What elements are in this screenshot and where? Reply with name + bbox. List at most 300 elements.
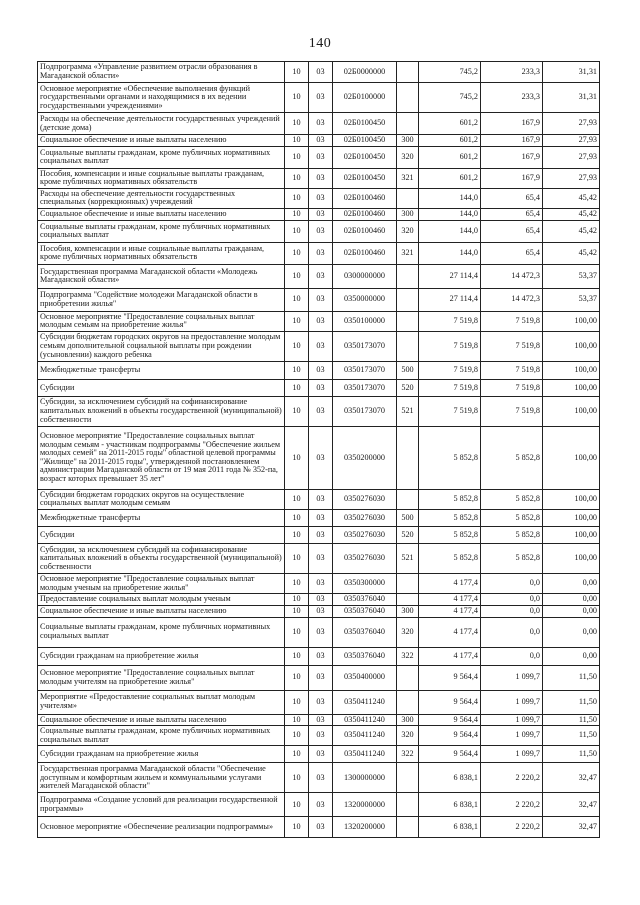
row-expense-type-code: 300: [397, 714, 419, 726]
row-subsection-code: 03: [309, 188, 333, 208]
table-row: [38, 379, 600, 396]
row-target-code: 0350173070: [333, 361, 397, 379]
row-executed-amount: 233,3: [481, 62, 543, 83]
row-name: Социальное обеспечение и иные выплаты населению: [38, 209, 285, 221]
row-subsection-code: 03: [309, 665, 333, 690]
row-subsection-code: 03: [309, 113, 333, 135]
row-executed-amount: 0,0: [481, 574, 543, 594]
row-planned-amount: 9 564,4: [419, 726, 481, 746]
row-expense-type-code: 520: [397, 379, 419, 396]
budget-execution-table: [37, 61, 600, 838]
row-name: Основное мероприятие "Предоставление социальных выплат молодым семьям - участникам подпрограммы "Обеспечение жильем молодых семей" на 2011-2015 годы" областной целевой программы "Жилище" на 2011-2015 годы", утвержденной постановлением администрации Магаданской области от 19 мая 2011 года № 352-па, возраст которых превышает 35 лет": [38, 426, 285, 489]
row-section-code: 10: [285, 62, 309, 83]
row-target-code: 02Б0000000: [333, 62, 397, 83]
table-row: [38, 209, 600, 221]
row-planned-amount: 601,2: [419, 168, 481, 188]
row-section-code: 10: [285, 690, 309, 714]
row-section-code: 10: [285, 617, 309, 647]
row-target-code: 0350376040: [333, 617, 397, 647]
table-row: [38, 188, 600, 208]
row-subsection-code: 03: [309, 361, 333, 379]
row-expense-type-code: [397, 574, 419, 594]
row-section-code: 10: [285, 331, 309, 361]
row-name: Межбюджетные трансферты: [38, 510, 285, 527]
row-subsection-code: 03: [309, 396, 333, 426]
row-executed-amount: 65,4: [481, 188, 543, 208]
row-planned-amount: 745,2: [419, 62, 481, 83]
row-planned-amount: 7 519,8: [419, 379, 481, 396]
row-execution-percent: 32,47: [543, 793, 600, 817]
page-number: 140: [308, 36, 332, 51]
row-section-code: 10: [285, 311, 309, 331]
table-row: [38, 288, 600, 311]
row-execution-percent: 45,42: [543, 242, 600, 264]
row-target-code: 0350376040: [333, 594, 397, 606]
table-row: [38, 426, 600, 489]
row-name: Расходы на обеспечение деятельности государственных учреждений (детские дома): [38, 113, 285, 135]
row-execution-percent: 100,00: [543, 544, 600, 574]
row-name: Пособия, компенсации и иные социальные выплаты гражданам, кроме публичных нормативных обязательств: [38, 168, 285, 188]
row-expense-type-code: 300: [397, 209, 419, 221]
row-executed-amount: 0,0: [481, 617, 543, 647]
row-section-code: 10: [285, 209, 309, 221]
row-execution-percent: 100,00: [543, 489, 600, 509]
row-planned-amount: 5 852,8: [419, 510, 481, 527]
row-name: Подпрограмма «Создание условий для реализации государственной программы»: [38, 793, 285, 817]
row-target-code: 02Б0100000: [333, 83, 397, 113]
row-target-code: 0350376040: [333, 647, 397, 665]
row-subsection-code: 03: [309, 135, 333, 147]
row-planned-amount: 9 564,4: [419, 746, 481, 763]
row-execution-percent: 0,00: [543, 647, 600, 665]
row-planned-amount: 4 177,4: [419, 617, 481, 647]
row-subsection-code: 03: [309, 489, 333, 509]
row-expense-type-code: 500: [397, 510, 419, 527]
row-expense-type-code: [397, 264, 419, 288]
row-name: Межбюджетные трансферты: [38, 361, 285, 379]
row-name: Социальные выплаты гражданам, кроме публичных нормативных социальных выплат: [38, 146, 285, 168]
row-execution-percent: 100,00: [543, 510, 600, 527]
row-expense-type-code: 521: [397, 544, 419, 574]
row-target-code: 02Б0100450: [333, 168, 397, 188]
row-execution-percent: 100,00: [543, 527, 600, 544]
table-row: [38, 146, 600, 168]
row-target-code: 1320200000: [333, 817, 397, 838]
row-execution-percent: 100,00: [543, 426, 600, 489]
row-name: Подпрограмма "Содействие молодежи Магаданской области в приобретении жилья": [38, 288, 285, 311]
row-subsection-code: 03: [309, 726, 333, 746]
row-section-code: 10: [285, 242, 309, 264]
row-planned-amount: 144,0: [419, 242, 481, 264]
row-execution-percent: 11,50: [543, 714, 600, 726]
row-name: Предоставление социальных выплат молодым ученым: [38, 594, 285, 606]
row-section-code: 10: [285, 83, 309, 113]
row-subsection-code: 03: [309, 168, 333, 188]
row-expense-type-code: 322: [397, 746, 419, 763]
row-name: Основное мероприятие «Обеспечение реализации подпрограммы»: [38, 817, 285, 838]
row-name: Мероприятие «Предоставление социальных выплат молодым учителям»: [38, 690, 285, 714]
row-name: Субсидии бюджетам городских округов на осуществление социальных выплат молодым семьям: [38, 489, 285, 509]
table-row: [38, 113, 600, 135]
row-executed-amount: 167,9: [481, 168, 543, 188]
row-section-code: 10: [285, 817, 309, 838]
table-row: [38, 220, 600, 242]
row-target-code: 02Б0100450: [333, 135, 397, 147]
row-subsection-code: 03: [309, 264, 333, 288]
row-executed-amount: 5 852,8: [481, 489, 543, 509]
row-target-code: 0350376040: [333, 605, 397, 617]
row-executed-amount: 65,4: [481, 209, 543, 221]
row-planned-amount: 601,2: [419, 113, 481, 135]
row-section-code: 10: [285, 726, 309, 746]
row-execution-percent: 100,00: [543, 396, 600, 426]
row-target-code: 0350411240: [333, 714, 397, 726]
row-section-code: 10: [285, 763, 309, 793]
row-executed-amount: 233,3: [481, 83, 543, 113]
row-execution-percent: 53,37: [543, 264, 600, 288]
row-expense-type-code: 300: [397, 135, 419, 147]
table-row: [38, 544, 600, 574]
row-subsection-code: 03: [309, 647, 333, 665]
row-subsection-code: 03: [309, 62, 333, 83]
row-section-code: 10: [285, 146, 309, 168]
row-executed-amount: 65,4: [481, 220, 543, 242]
row-name: Субсидии: [38, 527, 285, 544]
row-executed-amount: 5 852,8: [481, 527, 543, 544]
table-row: [38, 311, 600, 331]
row-target-code: 02Б0100450: [333, 113, 397, 135]
row-planned-amount: 7 519,8: [419, 311, 481, 331]
row-execution-percent: 100,00: [543, 311, 600, 331]
row-executed-amount: 7 519,8: [481, 396, 543, 426]
row-planned-amount: 9 564,4: [419, 714, 481, 726]
row-target-code: 0350400000: [333, 665, 397, 690]
row-executed-amount: 7 519,8: [481, 331, 543, 361]
row-section-code: 10: [285, 544, 309, 574]
row-target-code: 0350200000: [333, 426, 397, 489]
row-section-code: 10: [285, 135, 309, 147]
row-section-code: 10: [285, 379, 309, 396]
table-row: [38, 605, 600, 617]
row-planned-amount: 6 838,1: [419, 817, 481, 838]
row-execution-percent: 32,47: [543, 763, 600, 793]
row-planned-amount: 6 838,1: [419, 793, 481, 817]
row-section-code: 10: [285, 605, 309, 617]
table-row: [38, 242, 600, 264]
row-execution-percent: 0,00: [543, 605, 600, 617]
row-name: Основное мероприятие «Обеспечение выполнения функций государственными органами и находящимися в их ведении государственными учреждениями»: [38, 83, 285, 113]
row-executed-amount: 0,0: [481, 594, 543, 606]
row-name: Социальные выплаты гражданам, кроме публичных нормативных социальных выплат: [38, 617, 285, 647]
row-expense-type-code: [397, 331, 419, 361]
table-row: [38, 714, 600, 726]
row-execution-percent: 45,42: [543, 209, 600, 221]
row-name: Основное мероприятие "Предоставление социальных выплат молодым семьям на приобретение жилья": [38, 311, 285, 331]
row-execution-percent: 53,37: [543, 288, 600, 311]
row-name: Субсидии, за исключением субсидий на софинансирование капитальных вложений в объекты государственной (муниципальной) собственности: [38, 396, 285, 426]
row-section-code: 10: [285, 220, 309, 242]
row-executed-amount: 0,0: [481, 605, 543, 617]
row-planned-amount: 4 177,4: [419, 647, 481, 665]
row-executed-amount: 5 852,8: [481, 544, 543, 574]
row-section-code: 10: [285, 793, 309, 817]
row-planned-amount: 7 519,8: [419, 361, 481, 379]
row-subsection-code: 03: [309, 690, 333, 714]
row-executed-amount: 7 519,8: [481, 311, 543, 331]
row-subsection-code: 03: [309, 331, 333, 361]
row-planned-amount: 144,0: [419, 209, 481, 221]
row-name: Субсидии гражданам на приобретение жилья: [38, 746, 285, 763]
row-target-code: 0350173070: [333, 396, 397, 426]
table-row: [38, 135, 600, 147]
table-row: [38, 617, 600, 647]
row-subsection-code: 03: [309, 817, 333, 838]
row-section-code: 10: [285, 527, 309, 544]
row-subsection-code: 03: [309, 311, 333, 331]
row-executed-amount: 2 220,2: [481, 817, 543, 838]
row-target-code: 0350276030: [333, 527, 397, 544]
row-expense-type-code: [397, 690, 419, 714]
row-subsection-code: 03: [309, 605, 333, 617]
row-executed-amount: 0,0: [481, 647, 543, 665]
row-section-code: 10: [285, 746, 309, 763]
table-row: [38, 746, 600, 763]
row-subsection-code: 03: [309, 220, 333, 242]
row-name: Расходы на обеспечение деятельности государственных специальных (коррекционных) учреждений: [38, 188, 285, 208]
row-execution-percent: 0,00: [543, 574, 600, 594]
table-row: [38, 331, 600, 361]
row-target-code: 0350000000: [333, 288, 397, 311]
row-execution-percent: 100,00: [543, 361, 600, 379]
row-planned-amount: 745,2: [419, 83, 481, 113]
row-planned-amount: 4 177,4: [419, 594, 481, 606]
row-planned-amount: 144,0: [419, 188, 481, 208]
row-executed-amount: 5 852,8: [481, 426, 543, 489]
row-expense-type-code: [397, 793, 419, 817]
row-name: Социальные выплаты гражданам, кроме публичных нормативных социальных выплат: [38, 726, 285, 746]
row-name: Субсидии, за исключением субсидий на софинансирование капитальных вложений в объекты государственной (муниципальной) собственности: [38, 544, 285, 574]
row-executed-amount: 1 099,7: [481, 665, 543, 690]
row-expense-type-code: 521: [397, 396, 419, 426]
row-execution-percent: 32,47: [543, 817, 600, 838]
row-expense-type-code: [397, 489, 419, 509]
table-row: [38, 690, 600, 714]
row-executed-amount: 167,9: [481, 113, 543, 135]
row-section-code: 10: [285, 113, 309, 135]
row-subsection-code: 03: [309, 83, 333, 113]
row-subsection-code: 03: [309, 714, 333, 726]
row-name: Государственная программа Магаданской области "Обеспечение доступным и комфортным жильем и коммунальными услугами жителей Магаданской области": [38, 763, 285, 793]
row-section-code: 10: [285, 574, 309, 594]
table-row: [38, 62, 600, 83]
row-execution-percent: 0,00: [543, 617, 600, 647]
row-executed-amount: 1 099,7: [481, 714, 543, 726]
row-expense-type-code: 320: [397, 726, 419, 746]
row-name: Социальное обеспечение и иные выплаты населению: [38, 605, 285, 617]
row-execution-percent: 11,50: [543, 690, 600, 714]
table-row: [38, 817, 600, 838]
row-target-code: 0350411240: [333, 690, 397, 714]
row-execution-percent: 11,50: [543, 726, 600, 746]
row-target-code: 0300000000: [333, 264, 397, 288]
row-name: Подпрограмма «Управление развитием отрасли образования в Магаданской области»: [38, 62, 285, 83]
table-row: [38, 168, 600, 188]
row-name: Субсидии: [38, 379, 285, 396]
row-subsection-code: 03: [309, 574, 333, 594]
row-name: Субсидии гражданам на приобретение жилья: [38, 647, 285, 665]
row-target-code: 0350411240: [333, 746, 397, 763]
row-planned-amount: 5 852,8: [419, 544, 481, 574]
row-target-code: 0350173070: [333, 379, 397, 396]
row-name: Основное мероприятие "Предоставление социальных выплат молодым ученым на приобретение жилья": [38, 574, 285, 594]
row-name: Субсидии бюджетам городских округов на предоставление молодым семьям дополнительной социальной выплаты при рождении (усыновлении) каждого ребенка: [38, 331, 285, 361]
row-subsection-code: 03: [309, 544, 333, 574]
row-target-code: 1300000000: [333, 763, 397, 793]
row-target-code: 02Б0100450: [333, 146, 397, 168]
row-executed-amount: 167,9: [481, 146, 543, 168]
row-name: Основное мероприятие "Предоставление социальных выплат молодым учителям на приобретение жилья": [38, 665, 285, 690]
row-target-code: 0350411240: [333, 726, 397, 746]
row-section-code: 10: [285, 264, 309, 288]
row-target-code: 0350173070: [333, 331, 397, 361]
row-execution-percent: 11,50: [543, 665, 600, 690]
row-target-code: 0350276030: [333, 544, 397, 574]
row-section-code: 10: [285, 168, 309, 188]
table-row: [38, 594, 600, 606]
row-executed-amount: 2 220,2: [481, 793, 543, 817]
row-target-code: 0350276030: [333, 489, 397, 509]
row-executed-amount: 1 099,7: [481, 690, 543, 714]
row-expense-type-code: [397, 288, 419, 311]
table-row: [38, 793, 600, 817]
row-expense-type-code: 321: [397, 242, 419, 264]
row-target-code: 02Б0100460: [333, 220, 397, 242]
row-expense-type-code: [397, 817, 419, 838]
row-section-code: 10: [285, 426, 309, 489]
row-name: Пособия, компенсации и иные социальные выплаты гражданам, кроме публичных нормативных обязательств: [38, 242, 285, 264]
table-row: [38, 527, 600, 544]
row-planned-amount: 9 564,4: [419, 665, 481, 690]
table-row: [38, 361, 600, 379]
row-planned-amount: 7 519,8: [419, 331, 481, 361]
row-planned-amount: 5 852,8: [419, 426, 481, 489]
table-row: [38, 574, 600, 594]
table-row: [38, 83, 600, 113]
table-body: [38, 62, 600, 838]
row-subsection-code: 03: [309, 426, 333, 489]
row-expense-type-code: [397, 594, 419, 606]
row-planned-amount: 144,0: [419, 220, 481, 242]
row-planned-amount: 5 852,8: [419, 527, 481, 544]
row-target-code: 02Б0100460: [333, 188, 397, 208]
row-execution-percent: 31,31: [543, 62, 600, 83]
row-planned-amount: 601,2: [419, 146, 481, 168]
row-executed-amount: 14 472,3: [481, 264, 543, 288]
row-expense-type-code: [397, 188, 419, 208]
row-expense-type-code: 320: [397, 146, 419, 168]
row-expense-type-code: 300: [397, 605, 419, 617]
row-planned-amount: 9 564,4: [419, 690, 481, 714]
row-execution-percent: 45,42: [543, 188, 600, 208]
table-row: [38, 489, 600, 509]
row-executed-amount: 1 099,7: [481, 726, 543, 746]
row-section-code: 10: [285, 647, 309, 665]
table-row: [38, 647, 600, 665]
row-name: Государственная программа Магаданской области «Молодежь Магаданской области»: [38, 264, 285, 288]
row-section-code: 10: [285, 510, 309, 527]
row-target-code: 0350300000: [333, 574, 397, 594]
row-execution-percent: 27,93: [543, 146, 600, 168]
row-executed-amount: 5 852,8: [481, 510, 543, 527]
row-subsection-code: 03: [309, 527, 333, 544]
row-section-code: 10: [285, 361, 309, 379]
row-execution-percent: 0,00: [543, 594, 600, 606]
row-expense-type-code: [397, 83, 419, 113]
row-expense-type-code: [397, 113, 419, 135]
row-section-code: 10: [285, 288, 309, 311]
row-expense-type-code: [397, 426, 419, 489]
row-planned-amount: 27 114,4: [419, 288, 481, 311]
row-section-code: 10: [285, 396, 309, 426]
row-expense-type-code: [397, 62, 419, 83]
row-expense-type-code: 320: [397, 617, 419, 647]
table-row: [38, 264, 600, 288]
row-executed-amount: 7 519,8: [481, 379, 543, 396]
row-section-code: 10: [285, 665, 309, 690]
row-planned-amount: 4 177,4: [419, 574, 481, 594]
row-expense-type-code: [397, 665, 419, 690]
row-section-code: 10: [285, 188, 309, 208]
row-target-code: 02Б0100460: [333, 209, 397, 221]
table-row: [38, 665, 600, 690]
row-subsection-code: 03: [309, 746, 333, 763]
row-subsection-code: 03: [309, 242, 333, 264]
row-subsection-code: 03: [309, 617, 333, 647]
row-executed-amount: 1 099,7: [481, 746, 543, 763]
row-execution-percent: 100,00: [543, 379, 600, 396]
row-section-code: 10: [285, 594, 309, 606]
row-planned-amount: 7 519,8: [419, 396, 481, 426]
row-expense-type-code: 322: [397, 647, 419, 665]
row-planned-amount: 5 852,8: [419, 489, 481, 509]
row-expense-type-code: [397, 763, 419, 793]
row-executed-amount: 65,4: [481, 242, 543, 264]
row-subsection-code: 03: [309, 594, 333, 606]
row-executed-amount: 167,9: [481, 135, 543, 147]
row-name: Социальные выплаты гражданам, кроме публичных нормативных социальных выплат: [38, 220, 285, 242]
row-expense-type-code: 320: [397, 220, 419, 242]
row-execution-percent: 27,93: [543, 113, 600, 135]
row-execution-percent: 27,93: [543, 168, 600, 188]
row-section-code: 10: [285, 714, 309, 726]
row-execution-percent: 45,42: [543, 220, 600, 242]
row-name: Социальное обеспечение и иные выплаты населению: [38, 135, 285, 147]
table-row: [38, 726, 600, 746]
row-subsection-code: 03: [309, 793, 333, 817]
row-target-code: 0350276030: [333, 510, 397, 527]
row-subsection-code: 03: [309, 209, 333, 221]
row-expense-type-code: 520: [397, 527, 419, 544]
row-section-code: 10: [285, 489, 309, 509]
row-target-code: 1320000000: [333, 793, 397, 817]
table-row: [38, 510, 600, 527]
row-subsection-code: 03: [309, 763, 333, 793]
row-expense-type-code: 321: [397, 168, 419, 188]
row-expense-type-code: 500: [397, 361, 419, 379]
row-executed-amount: 14 472,3: [481, 288, 543, 311]
row-execution-percent: 31,31: [543, 83, 600, 113]
row-execution-percent: 100,00: [543, 331, 600, 361]
